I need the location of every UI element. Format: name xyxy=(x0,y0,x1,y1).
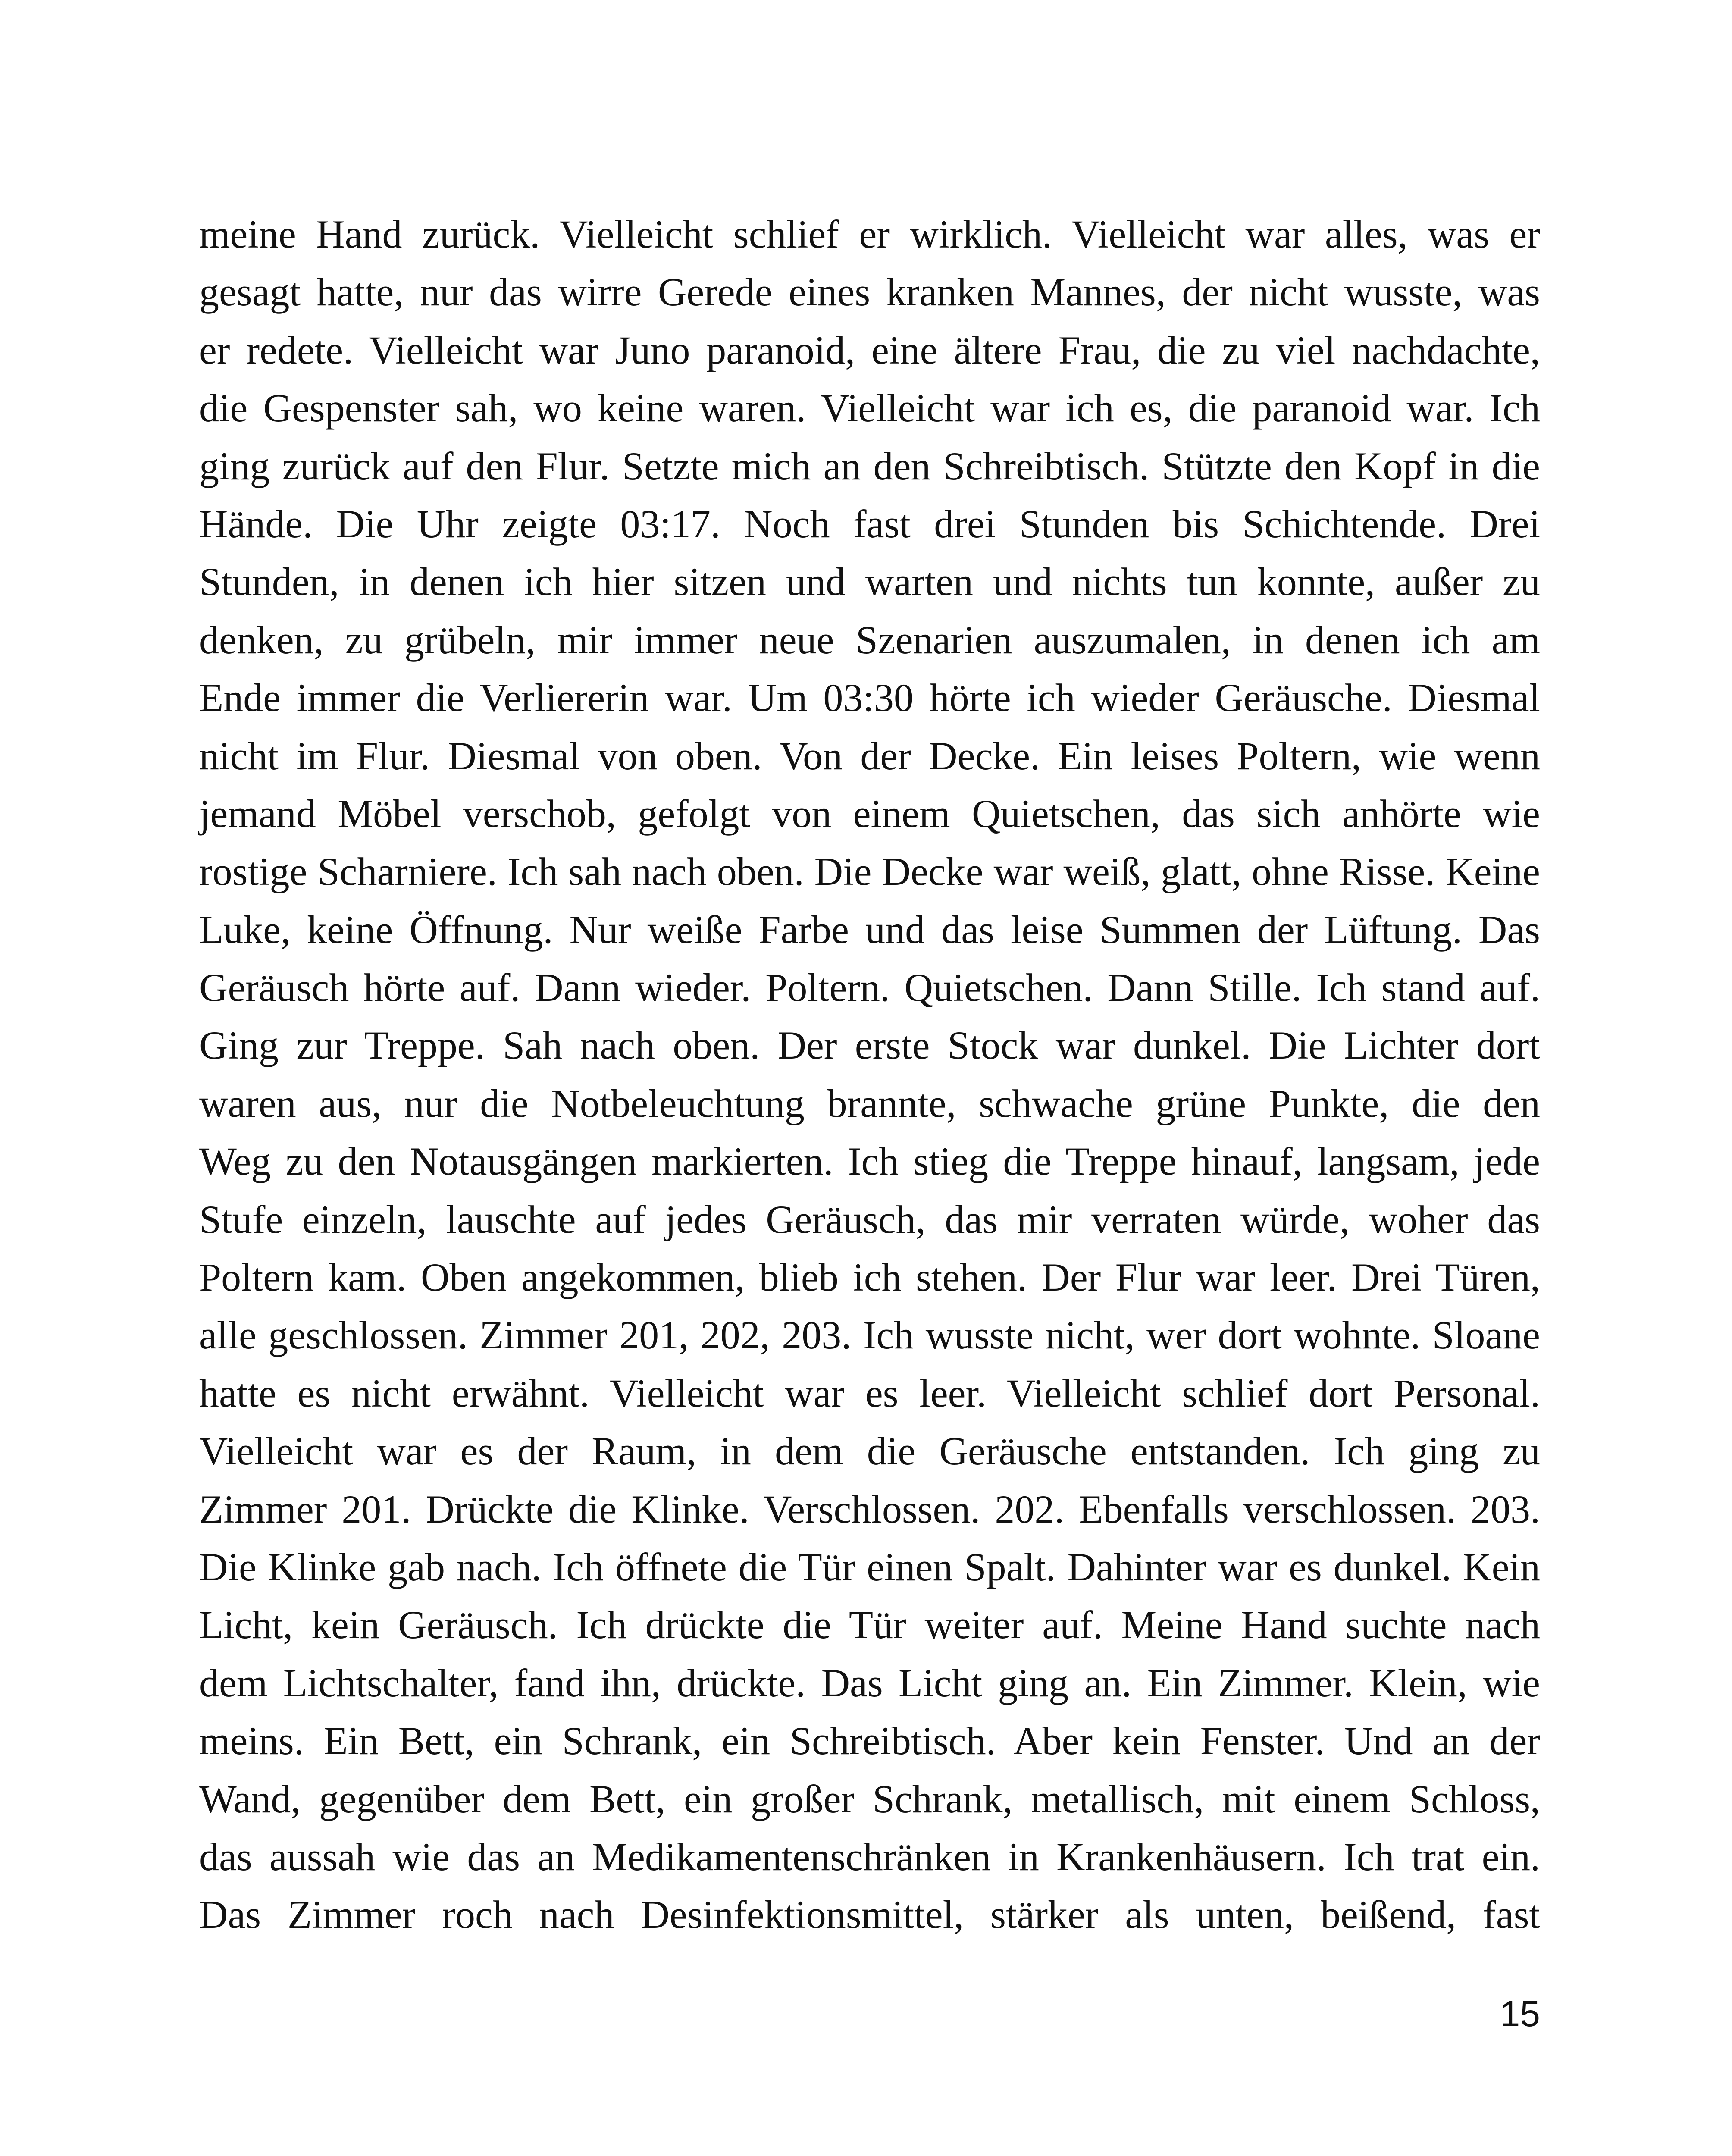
text-line: Stufe einzeln, lauschte auf jedes Geräusch, das mir verraten würde, woher das xyxy=(199,1197,1540,1241)
text-line: jemand Möbel verschob, gefolgt von einem Quietschen, das sich anhörte wie xyxy=(199,791,1540,836)
text-line: ging zurück auf den Flur. Setzte mich an den Schreibtisch. Stützte den Kopf in die xyxy=(199,444,1540,488)
text-line: die Gespenster sah, wo keine waren. Vielleicht war ich es, die paranoid war. Ich xyxy=(199,386,1540,430)
text-line: gesagt hatte, nur das wirre Gerede eines kranken Mannes, der nicht wusste, was xyxy=(199,270,1540,314)
text-line: Das Zimmer roch nach Desinfektionsmittel, stärker als unten, beißend, fast xyxy=(199,1893,1540,1937)
text-line: dem Lichtschalter, fand ihn, drückte. Das Licht ging an. Ein Zimmer. Klein, wie xyxy=(199,1661,1540,1705)
text-line: rostige Scharniere. Ich sah nach oben. Die Decke war weiß, glatt, ohne Risse. Keine xyxy=(199,849,1540,894)
text-line: Luke, keine Öffnung. Nur weiße Farbe und das leise Summen der Lüftung. Das xyxy=(199,907,1540,952)
body-text xyxy=(199,205,1540,1944)
text-line: Hände. Die Uhr zeigte 03:17. Noch fast drei Stunden bis Schichtende. Drei xyxy=(199,501,1540,546)
text-line: alle geschlossen. Zimmer 201, 202, 203. Ich wusste nicht, wer dort wohnte. Sloane xyxy=(199,1313,1540,1357)
text-line: Wand, gegenüber dem Bett, ein großer Schrank, metallisch, mit einem Schloss, xyxy=(199,1777,1540,1821)
text-line: Poltern kam. Oben angekommen, blieb ich stehen. Der Flur war leer. Drei Türen, xyxy=(199,1255,1540,1300)
text-line: Licht, kein Geräusch. Ich drückte die Tür weiter auf. Meine Hand suchte nach xyxy=(199,1603,1540,1647)
text-line: Zimmer 201. Drückte die Klinke. Verschlossen. 202. Ebenfalls verschlossen. 203. xyxy=(199,1487,1540,1531)
text-line: Weg zu den Notausgängen markierten. Ich stieg die Treppe hinauf, langsam, jede xyxy=(199,1139,1540,1184)
text-line: Die Klinke gab nach. Ich öffnete die Tür einen Spalt. Dahinter war es dunkel. Kein xyxy=(199,1545,1540,1589)
page-number: 15 xyxy=(1500,1993,1540,2034)
text-line: nicht im Flur. Diesmal von oben. Von der Decke. Ein leises Poltern, wie wenn xyxy=(199,733,1540,778)
text-line: hatte es nicht erwähnt. Vielleicht war es leer. Vielleicht schlief dort Personal. xyxy=(199,1371,1540,1415)
text-line: meine Hand zurück. Vielleicht schlief er wirklich. Vielleicht war alles, was er xyxy=(199,212,1540,256)
text-line: er redete. Vielleicht war Juno paranoid, eine ältere Frau, die zu viel nachdachte, xyxy=(199,328,1540,372)
text-line: Ende immer die Verliererin war. Um 03:30 hörte ich wieder Geräusche. Diesmal xyxy=(199,676,1540,720)
text-line: das aussah wie das an Medikamentenschränken in Krankenhäusern. Ich trat ein. xyxy=(199,1834,1540,1879)
text-line: Ging zur Treppe. Sah nach oben. Der erste Stock war dunkel. Die Lichter dort xyxy=(199,1023,1540,1068)
text-line: Stunden, in denen ich hier sitzen und warten und nichts tun konnte, außer zu xyxy=(199,560,1540,604)
text-line: Vielleicht war es der Raum, in dem die Geräusche entstanden. Ich ging zu xyxy=(199,1429,1540,1473)
text-line: waren aus, nur die Notbeleuchtung brannte, schwache grüne Punkte, die den xyxy=(199,1081,1540,1125)
text-line: meins. Ein Bett, ein Schrank, ein Schreibtisch. Aber kein Fenster. Und an der xyxy=(199,1719,1540,1763)
text-line: denken, zu grübeln, mir immer neue Szenarien auszumalen, in denen ich am xyxy=(199,617,1540,662)
text-line: Geräusch hörte auf. Dann wieder. Poltern. Quietschen. Dann Stille. Ich stand auf. xyxy=(199,965,1540,1010)
